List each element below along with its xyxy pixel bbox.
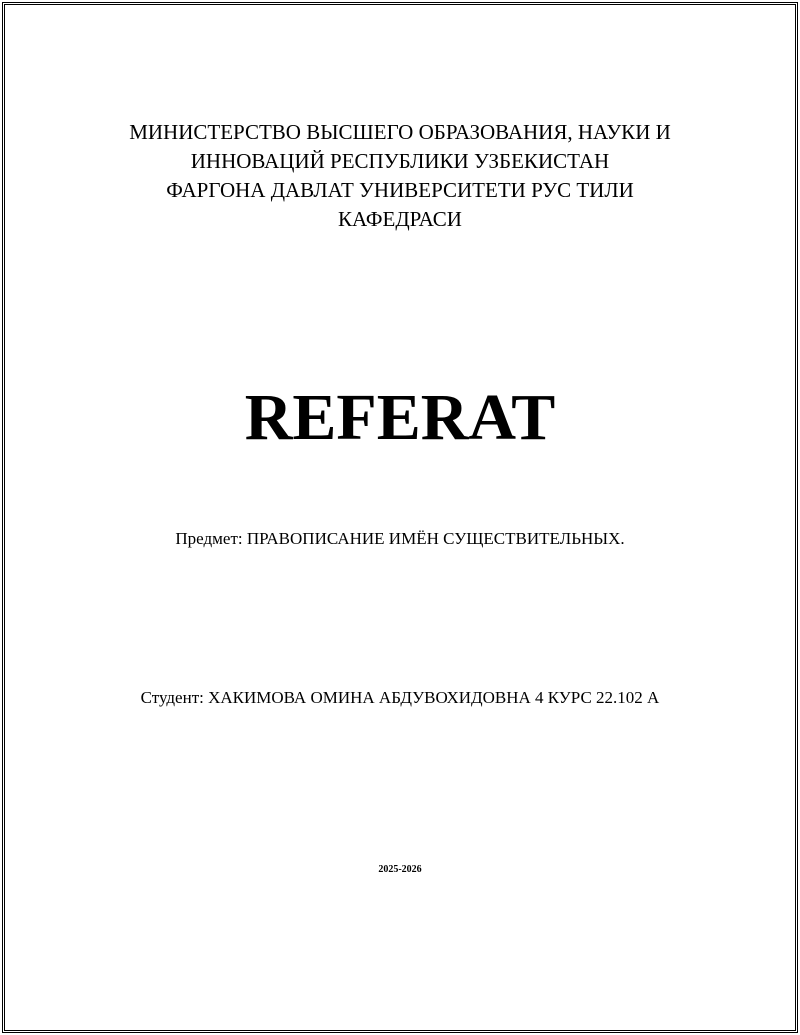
student-line: Студент: ХАКИМОВА ОМИНА АБДУВОХИДОВНА 4 КУРС 22.102 А xyxy=(140,688,660,707)
institution-header-line-1: МИНИСТЕРСТВО ВЫСШЕГО ОБРАЗОВАНИЯ, НАУКИ И xyxy=(129,120,671,144)
academic-year: 2025-2026 xyxy=(378,864,422,875)
institution-header-line-3: ФАРГОНА ДАВЛАТ УНИВЕРСИТЕТИ РУС ТИЛИ xyxy=(166,178,634,202)
document-title: REFERAT xyxy=(244,381,556,454)
subject-line: Предмет: ПРАВОПИСАНИЕ ИМЁН СУЩЕСТВИТЕЛЬНЫХ. xyxy=(175,529,625,548)
institution-header xyxy=(0,118,800,234)
institution-header-line-4: КАФЕДРАСИ xyxy=(338,207,462,231)
institution-header-line-2: ИННОВАЦИЙ РЕСПУБЛИКИ УЗБЕКИСТАН xyxy=(190,149,610,173)
